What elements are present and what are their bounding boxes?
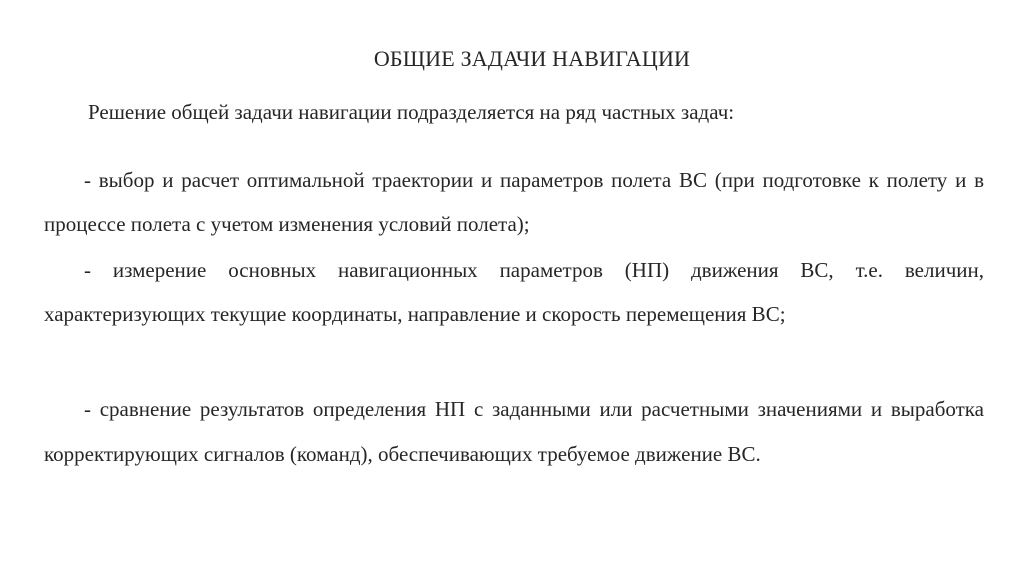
list-item — [44, 248, 984, 336]
list-item-text: - сравнение результатов определения НП с заданными или расчетными значениями и выработка корректирующих сигналов (команд), обеспечивающих требуемое движение ВС. — [44, 397, 984, 466]
list-item — [44, 158, 984, 246]
list-item-text: - измерение основных навигационных параметров (НП) движения ВС, т.е. величин, характеризующих текущие координаты, направление и скорость перемещения ВС; — [44, 258, 984, 326]
slide-title: ОБЩИЕ ЗАДАЧИ НАВИГАЦИИ — [373, 46, 691, 71]
list-item-text: - выбор и расчет оптимальной траектории и параметров полета ВС (при подготовке к полету и в процессе полета с учетом изменения условий полета); — [44, 168, 984, 236]
list-item — [44, 387, 984, 477]
intro-text: Решение общей задачи навигации подразделяется на ряд частных задач: — [88, 100, 735, 124]
